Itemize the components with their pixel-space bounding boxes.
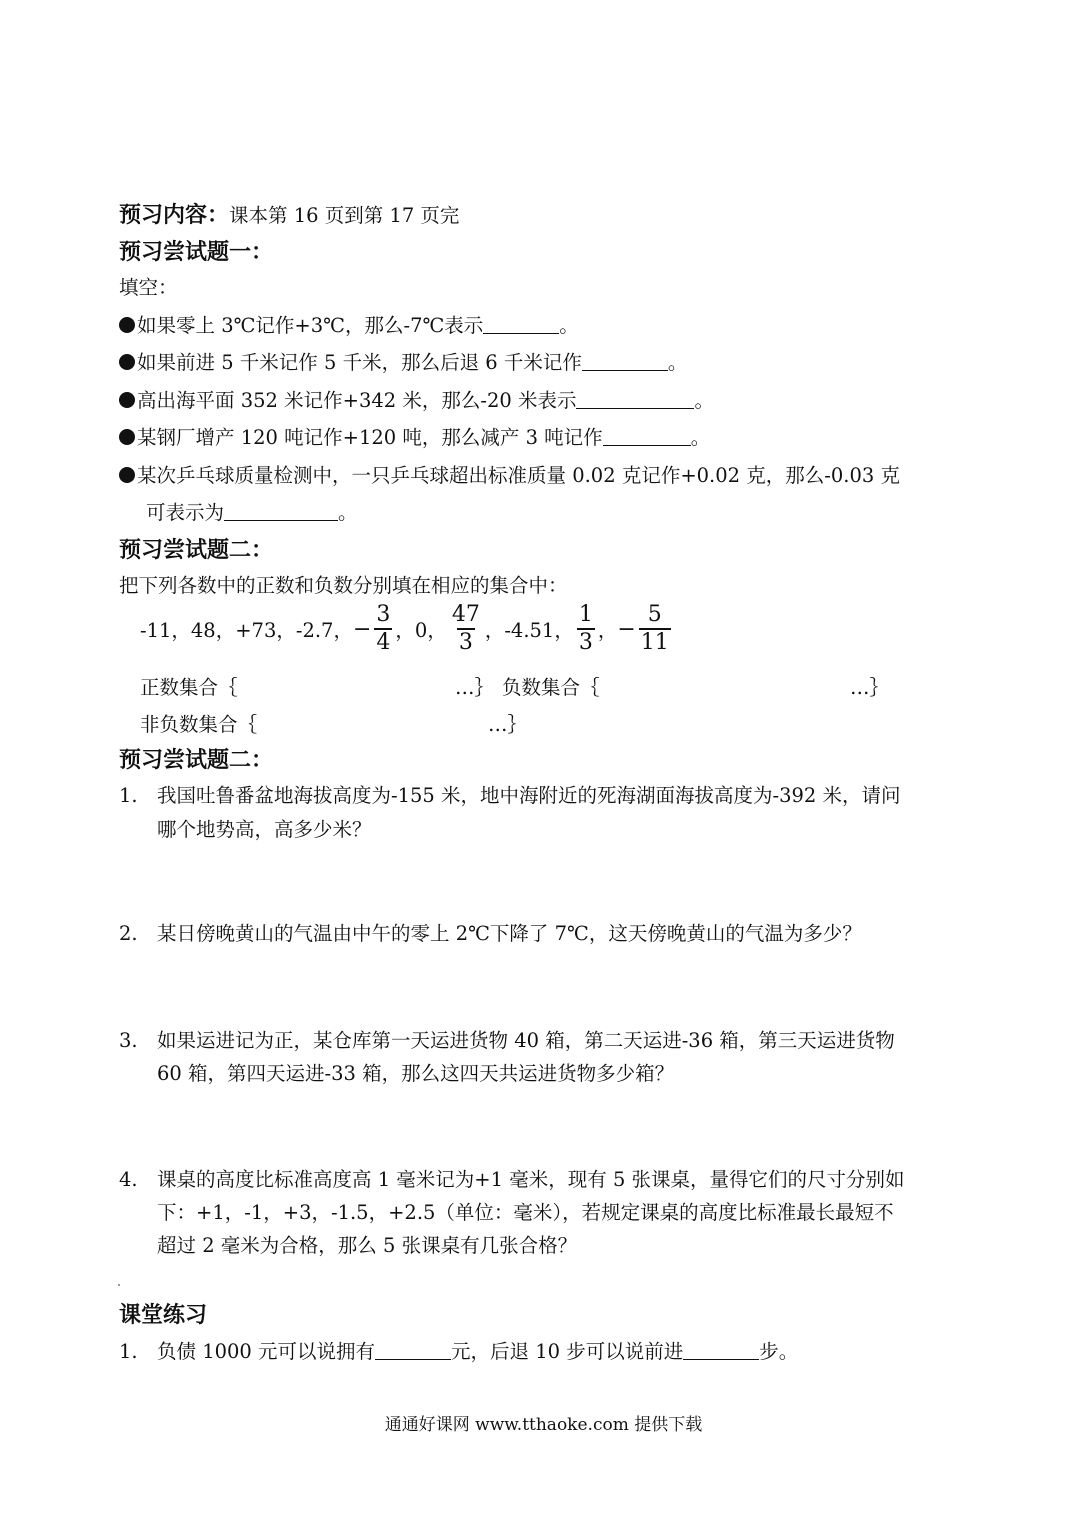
- list-item: 1. 我国吐鲁番盆地海拔高度为-155 米，地中海附近的死海湖面海拔高度为-392 米，请问: [119, 784, 901, 807]
- list-item: 3. 如果运进记为正，某仓库第一天运进货物 40 箱，第二天运进-36 箱，第三天运进货物: [119, 1029, 895, 1052]
- page-footer: 通通好课网 www.tthaoke.com 提供下载: [384, 1415, 703, 1435]
- answer-blank[interactable]: [483, 315, 559, 334]
- bullet-icon: [119, 429, 135, 445]
- trial1-intro: 填空：: [119, 276, 178, 299]
- list-item: 如果零上 3℃记作+3℃，那么-7℃表示 。: [119, 310, 579, 338]
- answer-blank[interactable]: [224, 502, 338, 521]
- preview-label: 预习内容：: [119, 203, 230, 228]
- list-item-continuation: 下：+1，-1，+3，-1.5，+2.5（单位：毫米），若规定课桌的高度比标准最长最短不: [157, 1201, 894, 1224]
- negative-set-close: …｝: [850, 676, 890, 699]
- answer-blank[interactable]: [576, 390, 694, 409]
- answer-blank[interactable]: [683, 1341, 759, 1360]
- list-item: 高出海平面 352 米记作+342 米，那么-20 米表示 。: [119, 385, 714, 413]
- number-list: -11，48，+73，-2.7， − $\frac{3}{4}$ ，0， $\frac{47}{3}$ ，-4.51， $\frac{1}{3}$ ， − $\frac{5}{11}$: [140, 602, 669, 655]
- answer-blank[interactable]: [582, 352, 668, 371]
- list-item: 4. 课桌的高度比标准高度高 1 毫米记为+1 毫米，现有 5 张课桌，量得它们的尺寸分别如: [119, 1168, 905, 1191]
- negative-set-open: 负数集合｛: [502, 676, 600, 699]
- fraction: $\frac{1}{3}$: [578, 602, 593, 655]
- positive-set-open: 正数集合｛: [140, 676, 238, 699]
- nonneg-set-open: 非负数集合｛: [140, 713, 258, 736]
- bullet-icon: [119, 392, 135, 408]
- list-item: 2. 某日傍晚黄山的气温由中午的零上 2℃下降了 7℃，这天傍晚黄山的气温为多少？: [119, 922, 862, 945]
- bullet-icon: [119, 317, 135, 333]
- list-item: 某钢厂增产 120 吨记作+120 吨，那么减产 3 吨记作 。: [119, 422, 710, 450]
- preview-line: [119, 198, 459, 229]
- nonneg-set-close: …｝: [488, 713, 528, 736]
- list-item-continuation: 可表示为 。: [146, 501, 358, 524]
- list-item-continuation: 哪个地势高，高多少米？: [157, 818, 372, 841]
- list-item-continuation: 超过 2 毫米为合格，那么 5 张课桌有几张合格？: [157, 1234, 578, 1257]
- preview-text: 课本第 16 页到第 17 页完: [229, 204, 460, 227]
- fraction: $\frac{5}{11}$: [640, 602, 669, 655]
- bullet-icon: [119, 354, 135, 370]
- list-item: 1. 负债 1000 元可以说拥有 元，后退 10 步可以说前进 步。: [119, 1340, 799, 1363]
- answer-blank[interactable]: [375, 1341, 451, 1360]
- trial3-heading: 预习尝试题二：: [119, 748, 274, 773]
- fraction: $\frac{47}{3}$: [451, 602, 480, 655]
- answer-blank[interactable]: [603, 427, 691, 446]
- list-item-continuation: 60 箱，第四天运进-33 箱，那么这四天共运进货物多少箱？: [157, 1062, 675, 1085]
- trial2-intro: 把下列各数中的正数和负数分别填在相应的集合中：: [119, 574, 568, 597]
- practice-heading: 课堂练习: [119, 1303, 208, 1328]
- trial2-heading: 预习尝试题二：: [119, 538, 274, 563]
- list-item: 某次乒乓球质量检测中，一只乒乓球超出标准质量 0.02 克记作+0.02 克，那么-0.03 克: [119, 460, 900, 488]
- positive-set-close: …｝: [455, 676, 495, 699]
- trial1-heading: 预习尝试题一：: [119, 240, 274, 265]
- bullet-icon: [119, 467, 135, 483]
- fraction: $\frac{3}{4}$: [376, 602, 391, 655]
- stray-mark: [118, 1284, 120, 1286]
- list-item: 如果前进 5 千米记作 5 千米，那么后退 6 千米记作 。: [119, 347, 687, 375]
